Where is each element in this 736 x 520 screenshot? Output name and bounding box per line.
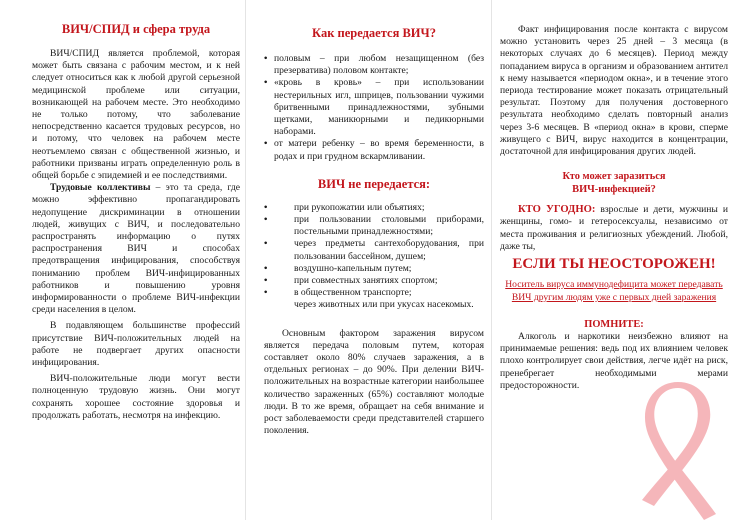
not-transmit-item: • через предметы сантехоборудования, при пользовании бассейном, душем; <box>264 238 484 262</box>
column-work <box>0 0 246 520</box>
paragraph-alcohol: Алкоголь и наркотики неизбежно влияют на принимаемые решения: ведь под их влиянием человек плохо контролирует свои действия, легче идёт на риск, пренебрегает необходимыми мерами предосторожности. <box>500 331 728 391</box>
question-who: Кто может заразиться ВИЧ-инфекцией? <box>562 171 666 196</box>
title-how-transmitted: Как передается ВИЧ? <box>312 26 436 40</box>
title-not-transmitted: ВИЧ не передается: <box>317 176 431 191</box>
carrier-notice: Носитель вируса иммунодефицита может передавать ВИЧ другим людям уже с первых дней заражения <box>505 279 723 303</box>
transmit-item: • от матери ребенку – во время беременности, в родах и при грудном вскармливании. <box>264 138 484 162</box>
paragraph-professions: В подавляющем большинстве профессий присутствие ВИЧ-положительных людей на работе не подвергает других опасности инфицирования. <box>32 320 240 369</box>
anyone-highlight: КТО УГОДНО: <box>518 204 596 216</box>
paragraph-workplace: ВИЧ/СПИД является проблемой, которая может быть связана с рабочим местом, и к ней следует относиться как к любой другой серьезной медицинской проблеме или ситуации, возникающей на рабочем месте. Это необходимо не только потому, что заболевание непосредственно касается трудовых ресурсов, но и потому, что человек на рабочем месте неотъемлемо связан с общественной жизнью, и работники призваны играть определенную роль в общей борьбе с эпидемией и ее последствиями. <box>32 48 240 182</box>
bullet-icon: • <box>264 287 268 299</box>
not-transmit-item: • при рукопожатии или объятиях; <box>264 201 425 213</box>
paragraph-window-period: Факт инфицирования после контакта с вирусом можно установить через 25 дней – 3 месяца (в некоторых случаях до 6 месяцев). Период между попаданием вируса в организм и образованием антител к нему называется «периодом окна», и в течение этого периода тестирование может показать отрицательный результат. Поэтому для получения достоверного результата необходимо сделать повторный анализ через 3-6 месяцев. В «период окна» в крови, сперме живущего с ВИЧ, вирус находится в концентрации, достаточной для инфицирования других людей. <box>500 24 728 158</box>
paragraph-full-life: ВИЧ-положительные люди могут вести полноценную трудовую жизнь. Они могут сохранять хорошее состояние здоровья и продолжать работать, несмотря на инфекцию. <box>32 373 240 421</box>
bullet-icon: • <box>264 238 268 250</box>
bullet-icon: • <box>264 201 268 213</box>
title-hiv-work: ВИЧ/СПИД и сфера труда <box>61 22 211 36</box>
careless-warning: ЕСЛИ ТЫ НЕОСТОРОЖЕН! <box>512 256 716 273</box>
bullet-icon: • <box>264 275 268 287</box>
red-ribbon-icon <box>620 382 732 520</box>
paragraph-collectives <box>32 182 240 316</box>
remember-heading: ПОМНИТЕ: <box>584 319 644 331</box>
not-transmit-item: • при совместных занятиях спортом; <box>264 275 438 287</box>
collectives-bold: Трудовые коллективы <box>50 182 151 194</box>
bullet-icon: • <box>264 214 268 226</box>
collectives-text: – это та среда, где можно эффективно пропагандировать недопущение дискриминации в отношении людей, живущих с ВИЧ, и последовательно распространять информацию о путях распространения ВИЧ и способах предотвращения инфицирования, способствуя пониманию проблем ВИЧ-инфицированных работников и повышению уровня информированности о проблеме ВИЧ-инфекции среди населения в целом. <box>32 182 240 316</box>
not-transmit-animals: через животных или при укусах насекомых. <box>294 299 474 311</box>
column-transmission <box>246 0 492 520</box>
paragraph-main-factor: Основным фактором заражения вирусом является передача половым путем, которая составляет около 80% случаев заражения, а в отдельных регионах – до 90%. При делении ВИЧ-положительных на возрастные категории наибольшее количество зараженных (65%) составляют молодые люди. В то же время, обращает на себя внимание и рост заболеваемости среди представителей старшего поколения. <box>264 327 484 437</box>
transmit-item: • «кровь в кровь» – при использовании нестерильных игл, шприцев, пользовании чужими бритвенными принадлежностями, зубными щетками, маникюрными и педикюрными наборами. <box>264 77 484 138</box>
anyone-text: взрослые и дети, мужчины и женщины, гомо- и гетеросексуалы, независимо от места проживания и религиозных убеждений. Любой, даже ты, <box>500 204 728 252</box>
not-transmit-item: • в общественном транспорте; <box>264 287 412 299</box>
not-transmit-item: • воздушно-капельным путем; <box>264 262 412 274</box>
bullet-icon: • <box>264 262 268 274</box>
bullet-icon: • <box>264 138 268 150</box>
not-transmit-item: • при пользовании столовыми приборами, постельными принадлежностями; <box>264 214 484 238</box>
paragraph-anyone <box>500 204 728 253</box>
bullet-icon: • <box>264 53 268 64</box>
bullet-icon: • <box>264 77 268 89</box>
transmit-item: • половым – при любом незащищенном (без презерватива) половом контакте; <box>264 53 484 77</box>
